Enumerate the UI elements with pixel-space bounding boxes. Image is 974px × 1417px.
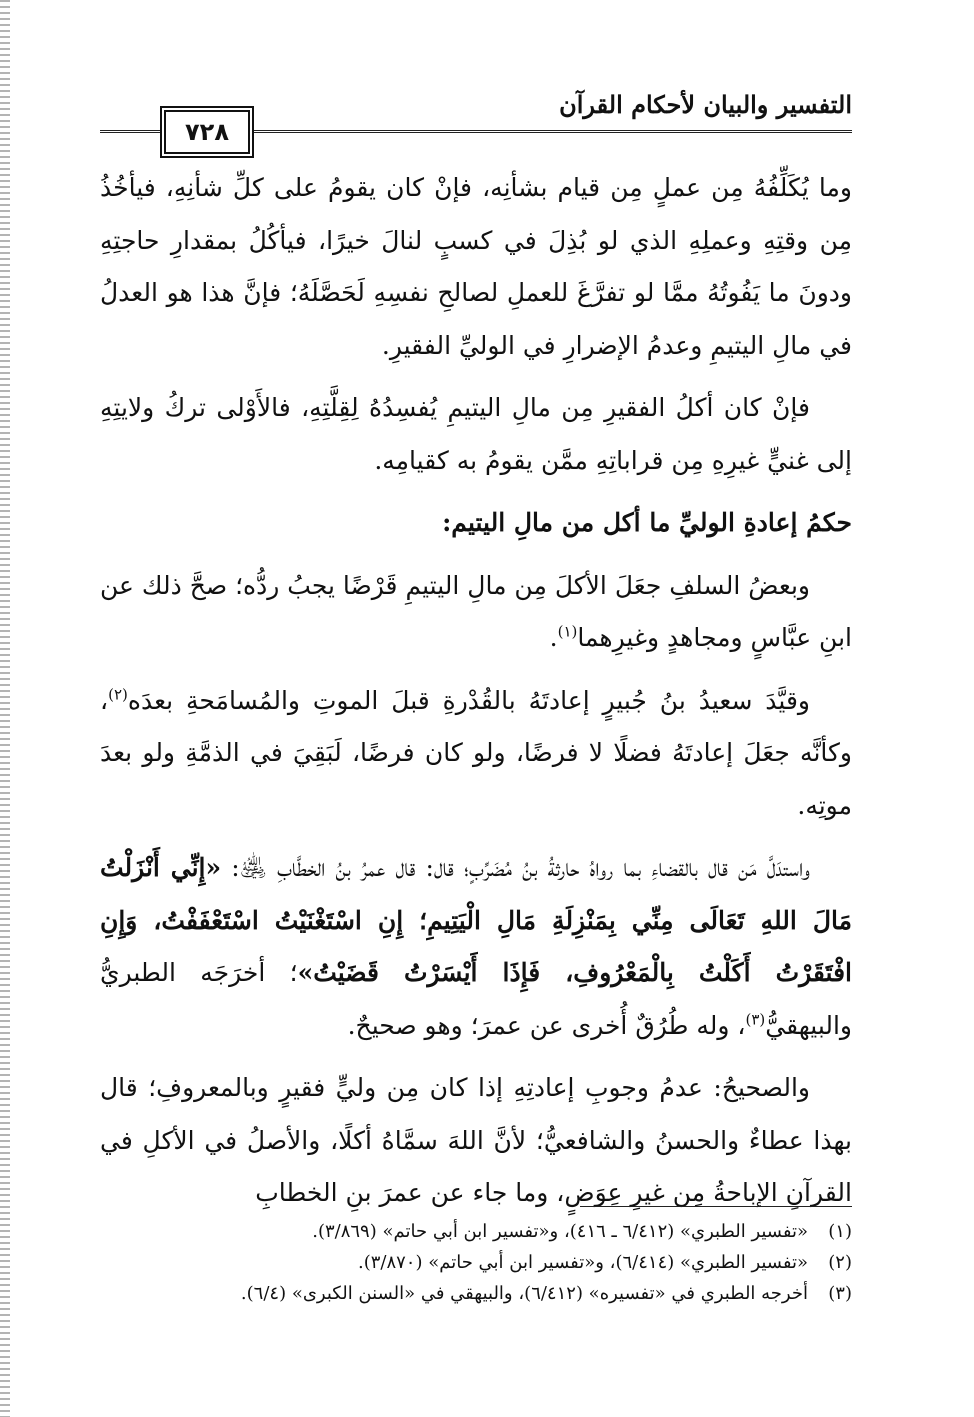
footnote-item xyxy=(100,1247,852,1278)
paragraph-1: وما يُكَلِّفُهُ مِن عملٍ مِن قيام بشأنِه، فإنْ كان يقومُ على كلِّ شأنِهِ، فيأخُذُ مِن وقتِهِ وعملِهِ الذي لو بُذِلَ في كسبٍ لنالَ خيرًا، فيأكُلُ بمقدارِ حاجتِهِ ودونَ ما يَفُوتُهُ ممَّا لو تفرَّغَ للعملِ لصالحِ نفسِهِ لَحَصَّلَهُ؛ فإنَّ هذا هو العدلُ في مالِ اليتيمِ وعدمُ الإضرارِ في الوليِّ الفقيرِ. xyxy=(100,173,852,360)
paragraph-5 xyxy=(100,842,852,1052)
footnote-text: «تفسير الطبري» (٦/٤١٢ ـ ٤١٦)، و«تفسير ابن أبي حاتم» (٣/٨٦٩). xyxy=(312,1221,808,1242)
book-title: التفسير والبيان لأحكام القرآن xyxy=(559,90,852,119)
footnote-ref-1[interactable]: (١) xyxy=(557,622,578,641)
footnote-separator xyxy=(580,1206,852,1207)
page-number-text: ٧٢٨ xyxy=(185,118,229,146)
paragraph-3 xyxy=(100,560,852,665)
page-body xyxy=(100,162,852,1220)
paragraph-2: فإنْ كان أكلُ الفقيرِ مِن مالِ اليتيمِ يُفسِدُهُ لِقِلَّتِهِ، فالأَوْلى تركُ ولايتِهِ إلى غنيٍّ غيرِهِ مِن قراباتِهِ ممَّن يقومُ به كقيامِه. xyxy=(100,393,852,475)
footnote-ref-3[interactable]: (٣) xyxy=(745,1010,766,1029)
footnote-text: «تفسير الطبري» (٦/٤١٤)، و«تفسير ابن أبي حاتم» (٣/٨٧٠). xyxy=(357,1252,808,1273)
section-heading: حكمُ إعادةِ الوليِّ ما أكل من مالِ اليتيم: xyxy=(442,508,852,537)
footnote-number: (٣) xyxy=(828,1283,852,1304)
footnote-item xyxy=(100,1278,852,1309)
paragraph-4 xyxy=(100,675,852,833)
footnote-item xyxy=(100,1216,852,1247)
footnote-number: (٢) xyxy=(828,1252,852,1273)
footnote-ref-2[interactable]: (٢) xyxy=(108,685,128,704)
footnote-number: (١) xyxy=(828,1221,852,1242)
paragraph-5-text-a: واستدَلَّ مَن قال بالقضاءِ بما رواهُ حارثةُ بنُ مُضَرِّبٍ؛ قال: قال عمرُ بنُ الخطَّابِ ﵁: xyxy=(221,853,810,882)
paragraph-4-text-b: ، وكأنَّه جعَلَ إعادتَهُ فضلًا لا فرضًا، ولو كان فرضًا، لَبَقِيَ في الذمَّةِ ولو بعدَ موتِه. xyxy=(100,685,852,820)
paragraph-5-text-b: ؛ أخرَجَه الطبريُّ والبيهقيُّ xyxy=(100,958,852,1040)
paragraph-3-end: . xyxy=(549,623,558,652)
paragraph-6: والصحيحُ: عدمُ وجوبِ إعادتِهِ إذا كان مِن وليٍّ فقيرٍ وبالمعروفِ؛ قال بهذا عطاءٌ والحسنُ والشافعيُّ؛ لأنَّ اللهَ سمَّاهُ أكلًا، والأصلُ في الأكلِ في القرآنِ الإباحةُ مِن غيرِ عِوَضٍ، وما جاء عن عمرَ بنِ الخطابِ xyxy=(100,1073,852,1207)
paragraph-4-text-a: وقيَّدَ سعيدُ بنُ جُبيرٍ إعادتَهُ بالقُدْرةِ قبلَ الموتِ والمُسامَحةِ بعدَه xyxy=(127,685,810,715)
paragraph-5-text-c: ، وله طُرُقٌ أُخرى عن عمرَ؛ وهو صحيحٌ. xyxy=(347,1010,746,1040)
footnotes xyxy=(100,1216,852,1309)
hadith-quote: «إِنِّي أَنْزَلْتُ مَالَ اللهِ تَعَالَى مِنِّي بِمَنْزِلَةِ مَالِ الْيَتِيمِ؛ إِنِ اسْتَغْنَيْتُ اسْتَعْفَفْتُ، وَإِنِ افْتَقَرْتُ أَكَلْتُ بِالْمَعْرُوفِ، فَإِذَا أَيْسَرْتُ قَضَيْتُ» xyxy=(100,853,852,987)
page-binding-edge xyxy=(0,0,10,1417)
page-number xyxy=(164,110,250,154)
paragraph-3-text: وبعضُ السلفِ جعَلَ الأكلَ مِن مالِ اليتيمِ قَرْضًا يجبُ ردُّه؛ صحَّ ذلك عن ابنِ عبَّاسٍ ومجاهدٍ وغيرِهما xyxy=(100,570,852,652)
footnote-text: أخرجه الطبري في «تفسيره» (٦/٤١٢)، والبيهقي في «السنن الكبرى» (٦/٤). xyxy=(240,1283,808,1304)
page-header xyxy=(100,88,852,158)
